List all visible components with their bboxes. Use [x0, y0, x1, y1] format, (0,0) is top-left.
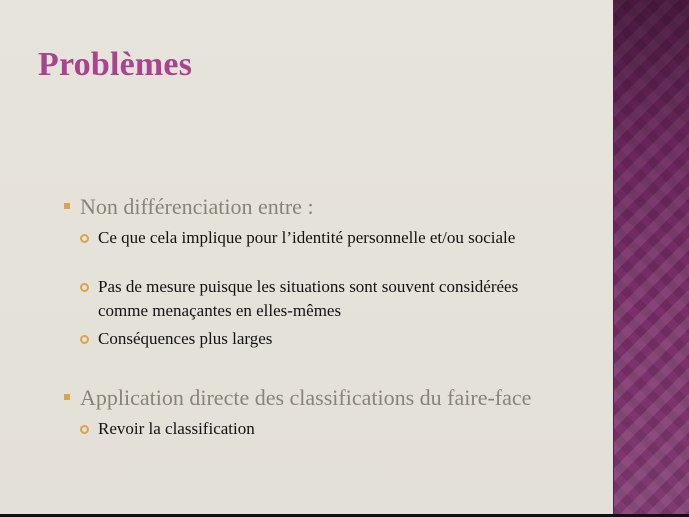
bullet-level2-text: Revoir la classification	[98, 419, 255, 438]
square-bullet-icon	[64, 203, 70, 209]
bullet-level2-text: Ce que cela implique pour l’identité personnelle et/ou sociale	[98, 228, 516, 247]
bullet-level1-text: Non différenciation entre :	[80, 194, 314, 219]
slide-title: Problèmes	[38, 46, 193, 83]
bullet-level2-text: Pas de mesure puisque les situations sont souvent considérées comme menaçantes en elles-mêmes	[98, 277, 519, 320]
ring-bullet-icon	[80, 283, 89, 292]
bullet-level1-text: Application directe des classifications du faire-face	[80, 385, 532, 410]
ring-bullet-icon	[80, 335, 89, 344]
ring-bullet-icon	[80, 425, 89, 434]
square-bullet-icon	[64, 394, 70, 400]
decorative-side-panel	[614, 0, 689, 514]
bullet-level2-text: Conséquences plus larges	[98, 329, 273, 348]
ring-bullet-icon	[80, 234, 89, 243]
